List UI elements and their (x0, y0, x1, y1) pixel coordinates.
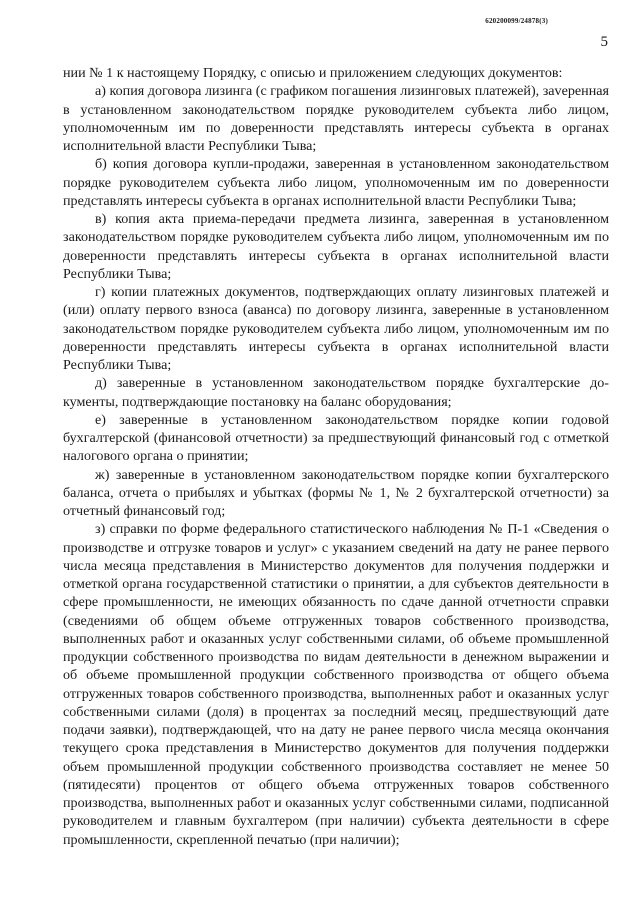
document-registration-code: 620200099/24878(3) (485, 17, 548, 25)
paragraph-intro: нии № 1 к настоящему Порядку, с описью и приложением следующих документов: (63, 65, 563, 81)
list-item-g: г) копии платежных документов, подтверждающих оплату лизинговых платежей и (или) оплату первого взноса (аванса) по договору лизинга, заверенные в установленном законодательством порядке руководителем субъекта либо лицом, уполномоченным им по доверенности представлять интересы субъекта в органах исполнительной власти Республики Тыва; (63, 284, 609, 373)
document-body (63, 64, 609, 849)
list-item-z: з) справки по форме федерального статистического наблюдения № П-1 «Сведения о производстве и отгрузке товаров и услуг» с указанием сведений на дату не ранее первого числа месяца представления в Министерство документов для получения поддержки и отметкой органа государственной статистики о принятии, а для субъектов деятельности в сфере промышленности, не имеющих обязанность по сдаче данной отчетности справки (сведениями об общем объеме отгруженных товаров собственного производства, выполненных работ и оказанных услуг собственными силами, об объеме промышленной продукции собственного производства по видам деятельности в денежном выражении и об объеме промышленной продукции собственного производства от общего объема отгруженных товаров собственного производства, выполненных работ и оказанных услуг собственными силами (доля) в процентах за последний месяц, предшествующий дате подачи заявки), подтверждающей, что на дату не ранее первого числа месяца окончания текущего срока представления в Министерство документов для получения поддержки объем промышленной продукции собственного производства составляет не менее 50 (пятидесяти) процентов от общего объема отгруженных товаров собственного производства, выполненных работ и оказанных услуг собственными силами, подписанной руководителем и главным бухгалтером (при наличии) субъекта деятельности в сфере промышленности, скрепленной печатью (при наличии); (63, 521, 609, 848)
list-item-zh: ж) заверенные в установленном законодательством порядке копии бухгалтерского баланса, отчета о прибылях и убытках (формы № 1, № 2 бухгалтерской отчетности) за отчетный финансовый год; (63, 466, 609, 519)
list-item-d: д) заверенные в установленном законодательством порядке бухгалтерские документы, подтверждающие постановку на баланс оборудования; (63, 375, 609, 410)
list-item-v: в) копия акта приема-передачи предмета лизинга, заверенная в установленном законодательством порядке руководителем субъекта либо лицом, уполномоченным им по доверенности представлять интересы субъекта в органах исполнительной власти Республики Тыва; (63, 211, 609, 282)
list-item-b: б) копия договора купли-продажи, заверенная в установленном законодательством порядке руководителем субъекта либо лицом, уполномоченным им по доверенности представлять интересы субъекта в органах исполнительной власти Республики Тыва; (63, 156, 609, 209)
list-item-e: е) заверенные в установленном законодательством порядке копии годовой бухгалтерской (финансовой отчетности) за предшествующий финансовый год с отметкой налогового органа о принятии; (63, 411, 609, 465)
page-number: 5 (600, 34, 608, 50)
list-item-a: а) копия договора лизинга (с графиком погашения лизинговых платежей), заvеренная в установленном законодательством порядке руководителем субъекта либо лицом, уполномоченным им по доверенности представлять интересы субъекта в органах исполнительной власти Республики Тыва; (63, 83, 609, 154)
